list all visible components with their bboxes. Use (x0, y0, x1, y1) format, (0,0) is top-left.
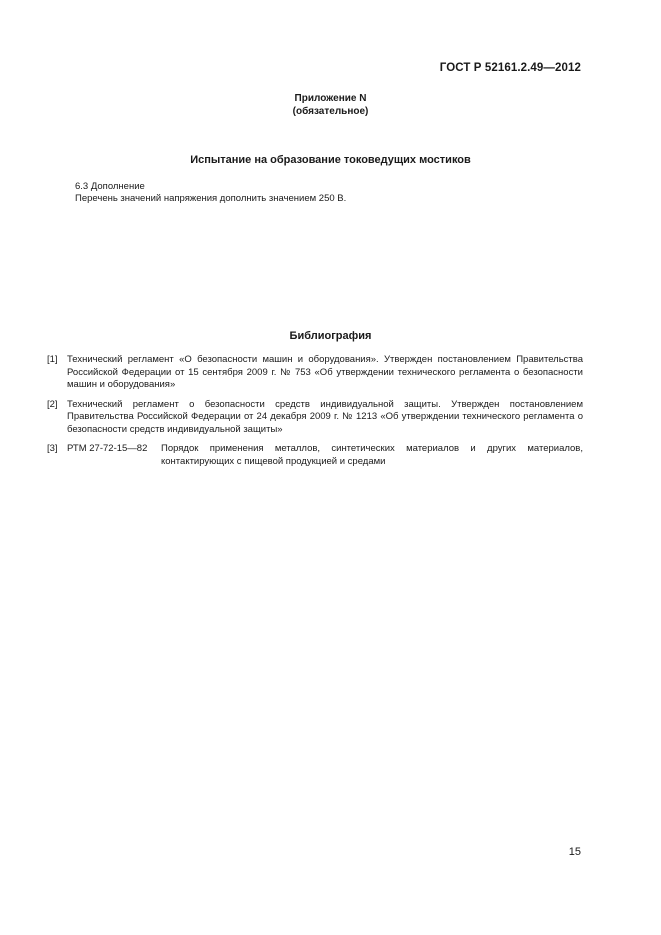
section-heading: Испытание на образование токоведущих мостиков (190, 154, 471, 166)
amendment-text: Перечень значений напряжения дополнить значением 250 В. (75, 193, 347, 204)
page-number: 15 (568, 846, 581, 858)
bibliography-marker: [2] (47, 398, 58, 410)
annex-status: (обязательное) (292, 106, 369, 117)
document-number: ГОСТ Р 52161.2.49—2012 (439, 62, 581, 74)
amendment-block (75, 181, 346, 205)
annex-title (0, 92, 661, 118)
bibliography-text: Технический регламент о безопасности средств индивидуальной защиты. Утвержден постановлением Правительства Российской Федерации от 24 декабря 2009 г. № 1213 «Об утверждении технического регламента о безопасности средств индивидуальной защиты» (67, 398, 583, 435)
bibliography-heading: Библиография (289, 330, 372, 342)
annex-label: Приложение N (294, 93, 367, 104)
bibliography-text: Технический регламент «О безопасности машин и оборудования». Утвержден постановлением Правительства Российской Федерации от 15 сентября 2009 г. № 753 «Об утверждении технического регламента о безопасности машин и оборудования» (67, 354, 583, 390)
amendment-clause: 6.3 Дополнение (75, 181, 145, 192)
bibliography-entry (47, 354, 583, 392)
bibliography-entry (47, 443, 583, 468)
bibliography-entry (47, 399, 583, 437)
bibliography-text: Порядок применения металлов, синтетических материалов и других материалов, контактирующих с пищевой продукцией и средами (161, 443, 583, 467)
bibliography-list (47, 354, 583, 475)
bibliography-code: РТМ 27-72-15—82 (67, 443, 148, 454)
bibliography-marker: [1] (47, 354, 58, 365)
bibliography-marker: [3] (47, 443, 58, 454)
